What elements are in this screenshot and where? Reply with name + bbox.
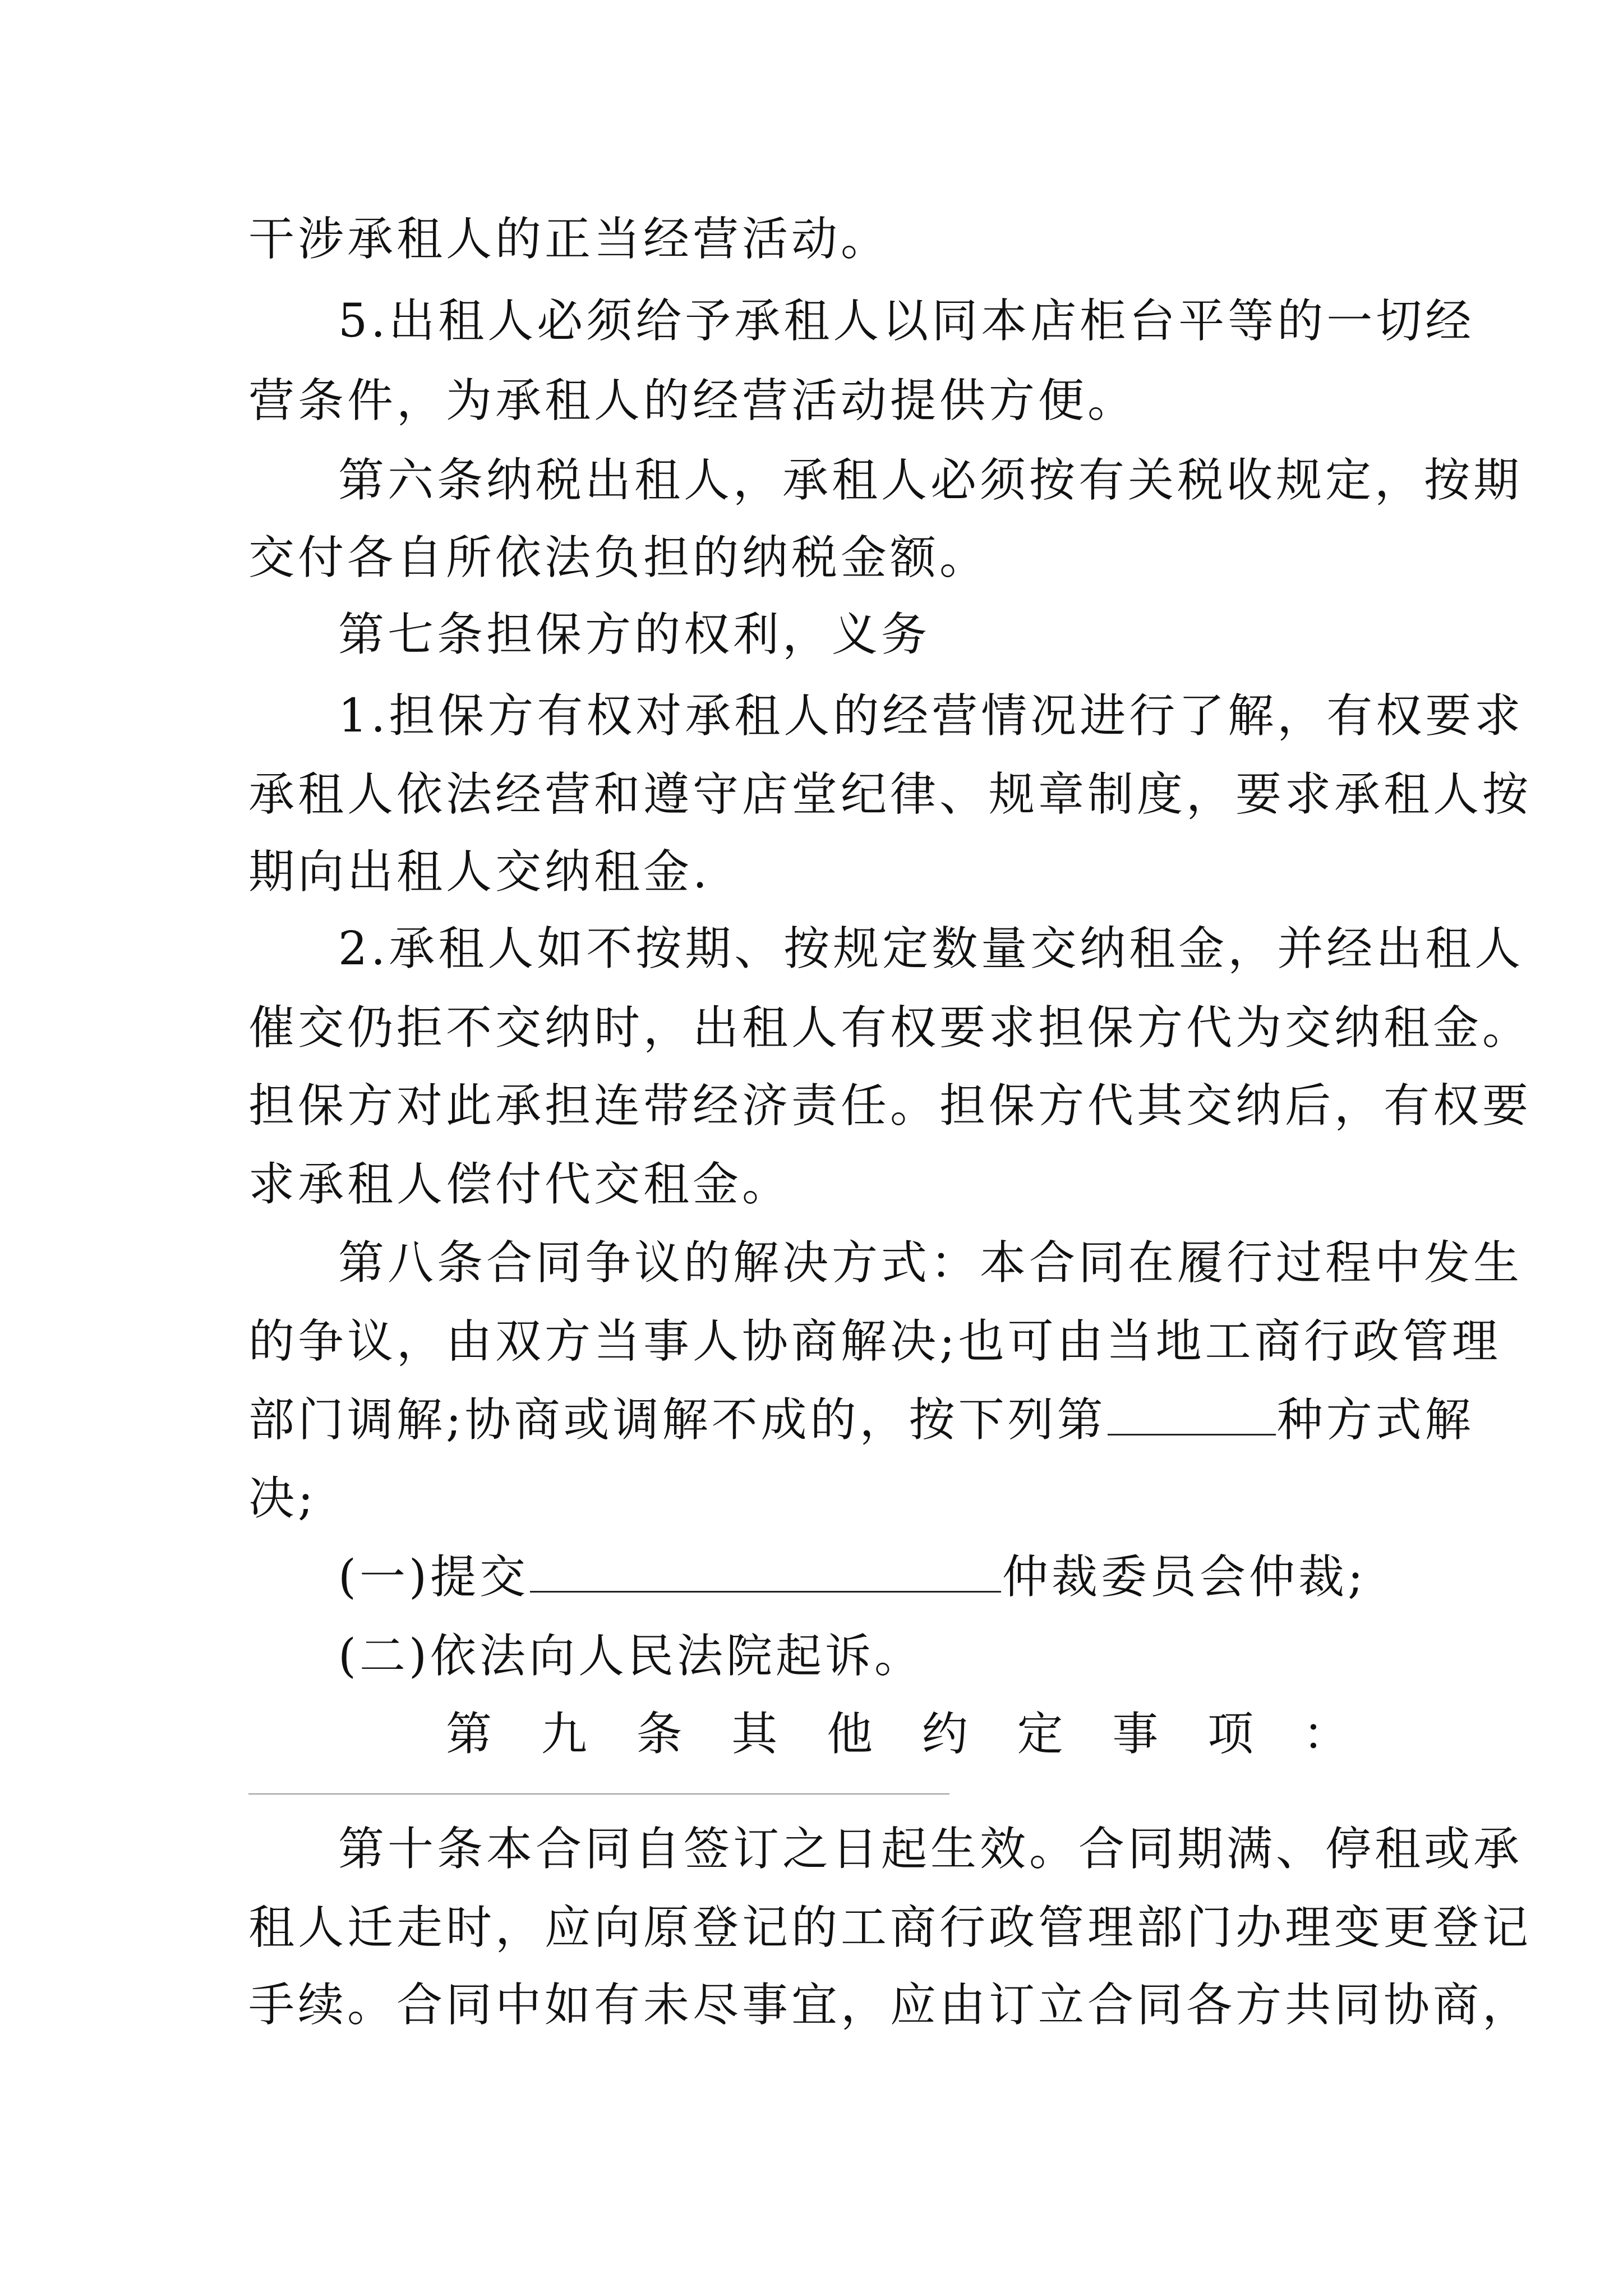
article-nine-char: 条 bbox=[636, 1708, 683, 1761]
closing-line-2: 租人迁走时，应向原登记的工商行政管理部门办理变更登记 bbox=[248, 1901, 1532, 1954]
text-line-7: 1.担保方有权对承租人的经营情况进行了解，有权要求 bbox=[338, 689, 1524, 743]
text-line-15: 的争议，由双方当事人协商解决;也可由当地工商行政管理 bbox=[248, 1315, 1501, 1368]
option-two-line: (二)依法向人民法院起诉。 bbox=[338, 1630, 924, 1683]
article-nine-heading bbox=[446, 1704, 1349, 1765]
text-line-4: 第六条纳税出租人，承租人必须按有关税收规定，按期 bbox=[338, 454, 1523, 507]
blank-rule-other-terms[interactable] bbox=[248, 1793, 949, 1795]
text-line-2: 5.出租人必须给予承租人以同本店柜台平等的一切经 bbox=[338, 295, 1475, 348]
article-nine-char: 定 bbox=[1017, 1708, 1063, 1761]
blank-a-before: 部门调解;协商或调解不成的，按下列第 bbox=[248, 1393, 1106, 1447]
blank-a-after: 种方式解 bbox=[1276, 1393, 1474, 1447]
article-nine-char: 第 bbox=[446, 1708, 492, 1761]
text-line-10: 2.承租人如不按期、按规定数量交纳租金，并经出租人 bbox=[338, 922, 1524, 976]
option-one-before: (一)提交 bbox=[338, 1550, 529, 1604]
text-line-12: 担保方对此承担连带经济责任。担保方代其交纳后，有权要 bbox=[248, 1079, 1532, 1133]
blank-field-method[interactable] bbox=[1108, 1390, 1276, 1435]
closing-line-3: 手续。合同中如有未尽事宜，应由订立合同各方共同协商， bbox=[248, 1978, 1532, 2032]
text-line-6: 第七条担保方的权利，义务 bbox=[338, 608, 931, 661]
blank-field-arbitration[interactable] bbox=[530, 1547, 1001, 1593]
text-line-11: 催交仍拒不交纳时，出租人有权要求担保方代为交纳租金。 bbox=[248, 1001, 1532, 1055]
option-one-after: 仲裁委员会仲裁; bbox=[1002, 1550, 1367, 1604]
text-line-1: 干涉承租人的正当经营活动。 bbox=[248, 213, 891, 266]
closing-line-1: 第十条本合同自签订之日起生效。合同期满、停租或承 bbox=[338, 1823, 1523, 1876]
article-nine-char: 其 bbox=[731, 1708, 778, 1761]
article-nine-char: 约 bbox=[921, 1708, 968, 1761]
article-nine-char: 事 bbox=[1112, 1708, 1159, 1761]
article-nine-char: 九 bbox=[541, 1708, 587, 1761]
article-nine-char: 项 bbox=[1207, 1708, 1254, 1761]
text-line-13: 求承租人偿付代交租金。 bbox=[248, 1158, 792, 1211]
text-line-17: 决; bbox=[248, 1472, 317, 1525]
text-line-14: 第八条合同争议的解决方式：本合同在履行过程中发生 bbox=[338, 1236, 1523, 1290]
option-one-line bbox=[338, 1547, 1367, 1608]
text-line-3: 营条件，为承租人的经营活动提供方便。 bbox=[248, 374, 1137, 427]
text-line-5: 交付各自所依法负担的纳税金额。 bbox=[248, 531, 989, 585]
text-line-8: 承租人依法经营和遵守店堂纪律、规章制度，要求承租人按 bbox=[248, 768, 1532, 821]
article-nine-char: ： bbox=[1302, 1708, 1349, 1761]
article-nine-char: 他 bbox=[827, 1708, 873, 1761]
text-line-9: 期向出租人交纳租金. bbox=[248, 845, 711, 899]
text-line-16 bbox=[248, 1389, 1474, 1451]
